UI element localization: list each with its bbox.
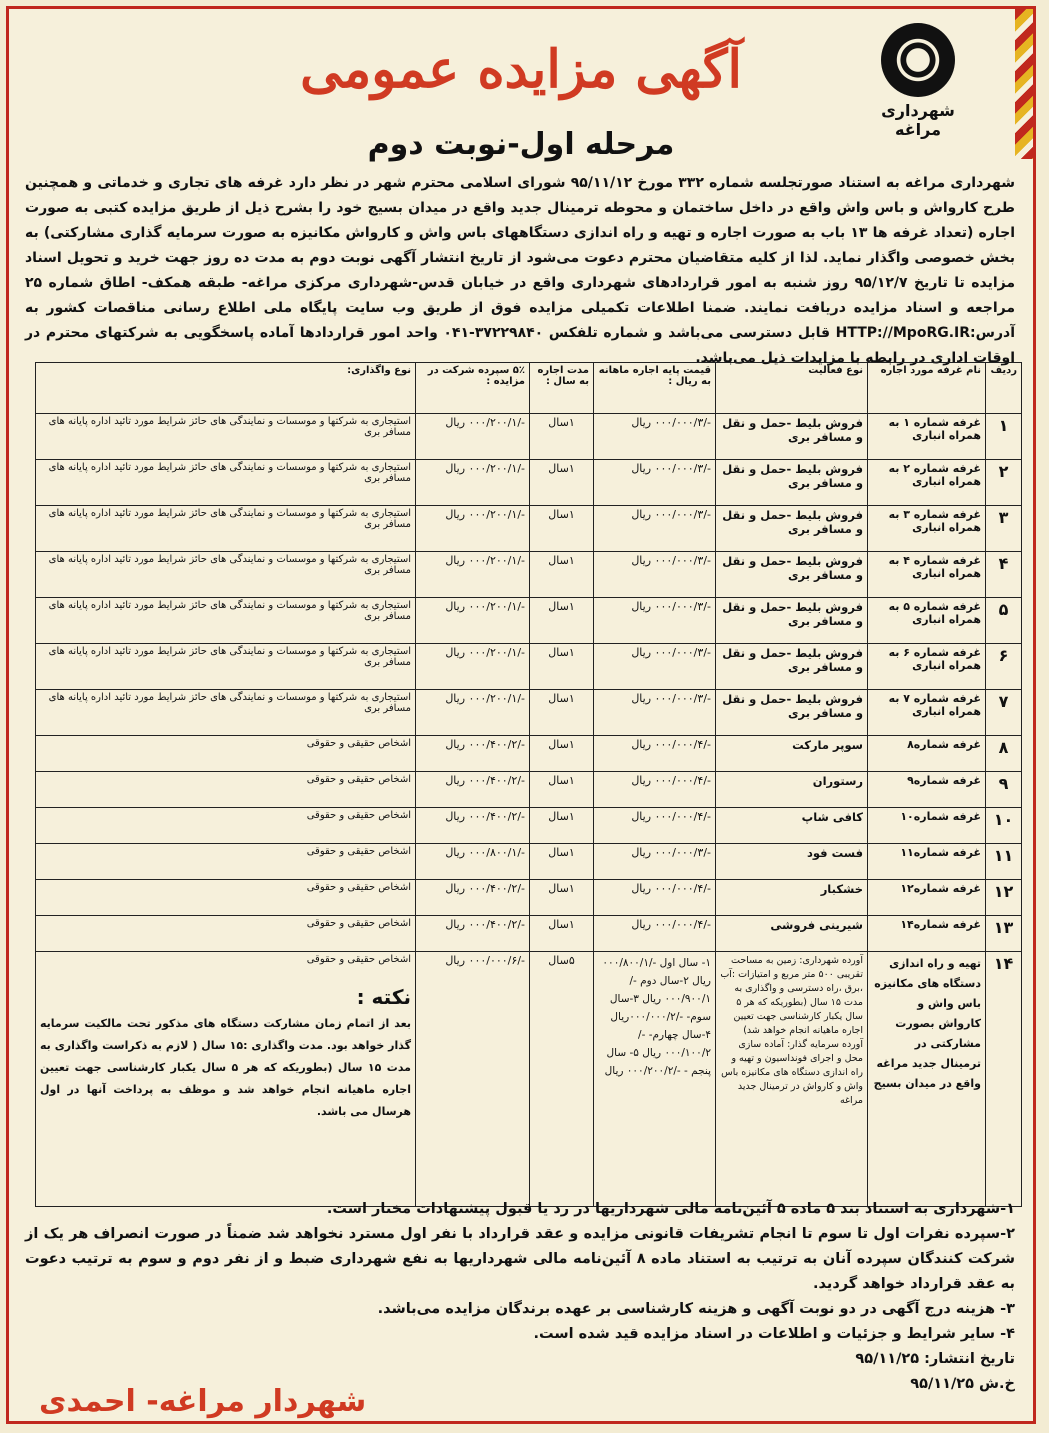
table-row [36, 414, 1022, 460]
assignment-type: استیجاری به شرکتها و موسسات و نمایندگی های حائز شرایط مورد تائید اداره پایانه های مسافر بری [36, 552, 416, 598]
activity: فروش بلیط -حمل و نقل و مسافر بری [716, 598, 868, 644]
base-price: -/۰۰۰/۰۰۰/۳ ریال [594, 644, 716, 690]
deposit: -/۰۰۰/۲۰۰/۱ ریال [416, 506, 530, 552]
base-price: -/۰۰۰/۰۰۰/۴ ریال [594, 736, 716, 772]
auction-notice [6, 6, 1036, 1424]
col-header-room: نام غرفه مورد اجاره [868, 363, 986, 414]
row-number: ۲ [986, 460, 1022, 506]
table-header-row [36, 363, 1022, 414]
row-number: ۱۳ [986, 916, 1022, 952]
activity: فروش بلیط -حمل و نقل و مسافر بری [716, 552, 868, 598]
room-name: تهیه و راه اندازی دستگاه های مکانیزه باس واش و کارواش بصورت مشارکتی در ترمینال جدید مراغه واقع در میدان بسیج [868, 952, 986, 1207]
duration: ۱سال [530, 690, 594, 736]
table-row [36, 844, 1022, 880]
activity: فروش بلیط -حمل و نقل و مسافر بری [716, 414, 868, 460]
table-row [36, 916, 1022, 952]
deposit: -/۰۰۰/۰۰۰/۶ ریال [416, 952, 530, 1207]
col-header-base-price: قیمت پایه اجاره ماهانه به ریال : [594, 363, 716, 414]
room-name: غرفه شماره۱۱ [868, 844, 986, 880]
activity: کافی شاپ [716, 808, 868, 844]
term-4: ۴- سایر شرایط و جزئیات و اطلاعات در اسناد مزایده قید شده است. [533, 1326, 1015, 1342]
room-name: غرفه شماره۱۴ [868, 916, 986, 952]
note-body: بعد از اتمام زمان مشارکت دستگاه های مذکور تحت مالکیت سرمایه گذار خواهد بود. مدت واگذاری :۱۵ سال ( لازم به ذکراست واگذاری به مدت ۱۵ سال (بطوریکه که هر ۵ سال یکبار کارشناسی جهت تعیین اجاره ماهیانه انجام خواهد شد و موظف به پرداخت آنها در اول هرسال می باشد. [40, 1017, 411, 1118]
activity: فروش بلیط -حمل و نقل و مسافر بری [716, 506, 868, 552]
deposit: -/۰۰۰/۴۰۰/۲ ریال [416, 772, 530, 808]
room-name: غرفه شماره ۲ به همراه انباری [868, 460, 986, 506]
base-price: -/۰۰۰/۰۰۰/۳ ریال [594, 690, 716, 736]
table-row [36, 772, 1022, 808]
publish-date: تاریخ انتشار: ۹۵/۱۱/۲۵ [855, 1351, 1015, 1367]
row-number: ۴ [986, 552, 1022, 598]
deposit: -/۰۰۰/۴۰۰/۲ ریال [416, 808, 530, 844]
table-row [36, 690, 1022, 736]
table-row [36, 506, 1022, 552]
room-name: غرفه شماره ۷ به همراه انباری [868, 690, 986, 736]
room-name: غرفه شماره۱۲ [868, 880, 986, 916]
table-row [36, 808, 1022, 844]
row-number: ۱۲ [986, 880, 1022, 916]
base-price: -/۰۰۰/۰۰۰/۴ ریال [594, 880, 716, 916]
assignment-type: استیجاری به شرکتها و موسسات و نمایندگی های حائز شرایط مورد تائید اداره پایانه های مسافر بری [36, 644, 416, 690]
duration: ۱سال [530, 414, 594, 460]
row-number: ۱۰ [986, 808, 1022, 844]
room-name: غرفه شماره ۳ به همراه انباری [868, 506, 986, 552]
assignment-type: استیجاری به شرکتها و موسسات و نمایندگی های حائز شرایط مورد تائید اداره پایانه های مسافر بری [36, 690, 416, 736]
room-name: غرفه شماره۱۰ [868, 808, 986, 844]
duration: ۱سال [530, 644, 594, 690]
assignment-type: اشخاص حقیقی و حقوقی [36, 736, 416, 772]
base-price: -/۰۰۰/۰۰۰/۳ ریال [594, 598, 716, 644]
col-header-assignment-type: نوع واگذاری: [36, 363, 416, 414]
lease-table [35, 362, 1022, 1207]
activity: فروش بلیط -حمل و نقل و مسافر بری [716, 460, 868, 506]
base-price: -/۰۰۰/۰۰۰/۳ ریال [594, 506, 716, 552]
room-name: غرفه شماره ۶ به همراه انباری [868, 644, 986, 690]
activity: آورده شهرداری: زمین به مساحت تقریبی ۵۰۰ متر مربع و امتیازات :آب ،برق ،راه دسترسی و واگذاری به مدت ۱۵ سال (بطوریکه که هر ۵ سال یکبار کارشناسی جهت تعیین اجاره ماهیانه انجام خواهد شد) آورده سرمایه گذار: آماده سازی محل و اجرای فونداسیون و تهیه و راه اندازی دستگاه های مکانیزه باس واش و کارواش در ترمینال جدید مراغه [716, 952, 868, 1207]
row-number: ۸ [986, 736, 1022, 772]
activity: خشکبار [716, 880, 868, 916]
deposit: -/۰۰۰/۴۰۰/۲ ریال [416, 880, 530, 916]
page-title: آگهی مزایده عمومی [300, 39, 742, 100]
room-name: غرفه شماره ۴ به همراه انباری [868, 552, 986, 598]
assignment-type: اشخاص حقیقی و حقوقی [36, 772, 416, 808]
assignment-type: اشخاص حقیقی و حقوقی [306, 954, 411, 965]
base-price: -/۰۰۰/۰۰۰/۳ ریال [594, 414, 716, 460]
deposit: -/۰۰۰/۲۰۰/۱ ریال [416, 598, 530, 644]
assignment-type: استیجاری به شرکتها و موسسات و نمایندگی های حائز شرایط مورد تائید اداره پایانه های مسافر بری [36, 460, 416, 506]
table-row [36, 552, 1022, 598]
deposit: -/۰۰۰/۲۰۰/۱ ریال [416, 460, 530, 506]
table-row [36, 952, 1022, 1207]
col-header-deposit: ۵٪ سپرده شرکت در مزایده : [416, 363, 530, 414]
duration: ۱سال [530, 916, 594, 952]
room-name: غرفه شماره۹ [868, 772, 986, 808]
table-row [36, 460, 1022, 506]
assignment-type-cell [36, 952, 416, 1207]
note-title: نکته : [356, 985, 411, 1009]
row-number: ۵ [986, 598, 1022, 644]
table-row [36, 736, 1022, 772]
base-price: -/۰۰۰/۰۰۰/۴ ریال [594, 916, 716, 952]
duration: ۱سال [530, 772, 594, 808]
base-price: -/۰۰۰/۰۰۰/۳ ریال [594, 460, 716, 506]
deposit: -/۰۰۰/۸۰۰/۱ ریال [416, 844, 530, 880]
base-price: ۱- سال اول -/۰۰۰/۸۰۰/۱ ریال ۲-سال دوم -/۰۰۰/۹۰۰/۱ ریال ۳-سال سوم- -/۰۰۰/۰۰۰/۲ریال ۴-سال چهارم- -/۰۰۰/۱۰۰/۲ ریال ۵- سال پنجم - -/۰۰۰/۲۰۰/۲ ریال [594, 952, 716, 1207]
activity: فروش بلیط -حمل و نقل و مسافر بری [716, 690, 868, 736]
col-header-duration: مدت اجاره به سال : [530, 363, 594, 414]
assignment-type: استیجاری به شرکتها و موسسات و نمایندگی های حائز شرایط مورد تائید اداره پایانه های مسافر بری [36, 598, 416, 644]
deposit: -/۰۰۰/۲۰۰/۱ ریال [416, 414, 530, 460]
org-name: شهرداری مراغه [881, 101, 955, 139]
row-number: ۳ [986, 506, 1022, 552]
room-name: غرفه شماره۸ [868, 736, 986, 772]
signature: شهردار مراغه- احمدی [39, 1384, 367, 1419]
duration: ۱سال [530, 598, 594, 644]
assignment-type: اشخاص حقیقی و حقوقی [36, 916, 416, 952]
deposit: -/۰۰۰/۲۰۰/۱ ریال [416, 690, 530, 736]
col-header-row-number: ردیف [986, 363, 1022, 414]
terms-section [25, 1197, 1015, 1397]
row-number: ۱۱ [986, 844, 1022, 880]
duration: ۱سال [530, 736, 594, 772]
activity: سوپر مارکت [716, 736, 868, 772]
base-price: -/۰۰۰/۰۰۰/۴ ریال [594, 808, 716, 844]
activity: فروش بلیط -حمل و نقل و مسافر بری [716, 644, 868, 690]
reference-code: خ.ش ۹۵/۱۱/۲۵ [910, 1376, 1015, 1392]
col-header-activity: نوع فعالیت [716, 363, 868, 414]
duration: ۱سال [530, 844, 594, 880]
duration: ۱سال [530, 808, 594, 844]
deposit: -/۰۰۰/۲۰۰/۱ ریال [416, 644, 530, 690]
row-number: ۷ [986, 690, 1022, 736]
term-3: ۳- هزینه درج آگهی در دو نوبت آگهی و هزینه کارشناسی بر عهده برندگان مزایده می‌باشد. [377, 1301, 1015, 1317]
intro-paragraph: شهرداری مراغه به استناد صورتجلسه شماره ۳۳۲ مورخ ۹۵/۱۱/۱۲ شورای اسلامی محترم شهر در نظر دارد غرفه های تجاری و خدماتی و همچنین طرح کارواش و باس واش واقع در داخل ساختمان و محوطه ترمینال جدید واقع در میدان بسیج خود را بشرح ذیل از طریق مزایده کتبی به صورت اجاره (تعداد غرفه ها ۱۳ باب به صورت اجاره و تهیه و راه اندازی دستگاههای باس واش و کارواش مکانیزه به صورت سرمایه گذاری مشارکتی) به بخش خصوصی واگذار نماید. لذا از کلیه متقاضیان محترم دعوت می‌شود از تاریخ انتشار آگهی نوبت دوم به مدت ده روز جهت خرید و تحویل اسناد مزایده تا تاریخ ۹۵/۱۲/۷ روز شنبه به امور قراردادهای شهرداری واقع در خیابان قدس-شهرداری مرکزی مراغه- طبقه همکف- اطاق شماره ۲۵ مراجعه و اسناد مزایده دریافت نمایند. ضمنا اطلاعات تکمیلی مزایده فوق از طریق وب سایت پایگاه ملی اطلاع رسانی مناقصات کشور به آدرس:HTTP://MpoRG.IR قابل دسترسی می‌باشد و شماره تلفکس ۳۷۲۲۹۸۴۰-۰۴۱ واحد امور قراردادها آماده پاسخگویی به شرکتهای محترم در اوقات اداری در رابطه با مزایدات ذیل می‌باشد. [25, 175, 1016, 366]
assignment-type: اشخاص حقیقی و حقوقی [36, 880, 416, 916]
deposit: -/۰۰۰/۲۰۰/۱ ریال [416, 552, 530, 598]
assignment-type: اشخاص حقیقی و حقوقی [36, 808, 416, 844]
deposit: -/۰۰۰/۴۰۰/۲ ریال [416, 916, 530, 952]
base-price: -/۰۰۰/۰۰۰/۳ ریال [594, 844, 716, 880]
room-name: غرفه شماره ۵ به همراه انباری [868, 598, 986, 644]
row-number: ۱۴ [986, 952, 1022, 1207]
table-row [36, 644, 1022, 690]
duration: ۱سال [530, 506, 594, 552]
base-price: -/۰۰۰/۰۰۰/۴ ریال [594, 772, 716, 808]
base-price: -/۰۰۰/۰۰۰/۳ ریال [594, 552, 716, 598]
table-row [36, 880, 1022, 916]
term-1: ۱-شهرداری به استناد بند ۵ ماده ۵ آئین‌نامه مالی شهرداریها در رد یا قبول پیشنهادات مختار است. [326, 1201, 1015, 1217]
row-number: ۶ [986, 644, 1022, 690]
duration: ۱سال [530, 460, 594, 506]
activity: رستوران [716, 772, 868, 808]
page-subtitle: مرحله اول-نوبت دوم [367, 127, 675, 162]
deposit: -/۰۰۰/۴۰۰/۲ ریال [416, 736, 530, 772]
activity: فست فود [716, 844, 868, 880]
assignment-type: استیجاری به شرکتها و موسسات و نمایندگی های حائز شرایط مورد تائید اداره پایانه های مسافر بری [36, 506, 416, 552]
term-2: ۲-سپرده نفرات اول تا سوم تا انجام تشریفات قانونی مزایده و عقد قرارداد با نفر اول مسترد نخواهد شد ضمناً در صورت انصراف هر یک از شرکت کنندگان سپرده آنان به ترتیب به استناد ماده ۸ آئین‌نامه مالی شهرداریها به نفع شهرداری ضبط و از نفر دوم و سوم به ترتیب دعوت به عقد قرارداد خواهد گردید. [25, 1226, 1015, 1292]
table-row [36, 598, 1022, 644]
duration: ۵سال [530, 952, 594, 1207]
duration: ۱سال [530, 880, 594, 916]
row-number: ۱ [986, 414, 1022, 460]
duration: ۱سال [530, 552, 594, 598]
room-name: غرفه شماره ۱ به همراه انباری [868, 414, 986, 460]
assignment-type: استیجاری به شرکتها و موسسات و نمایندگی های حائز شرایط مورد تائید اداره پایانه های مسافر بری [36, 414, 416, 460]
row-number: ۹ [986, 772, 1022, 808]
activity: شیرینی فروشی [716, 916, 868, 952]
assignment-type: اشخاص حقیقی و حقوقی [36, 844, 416, 880]
